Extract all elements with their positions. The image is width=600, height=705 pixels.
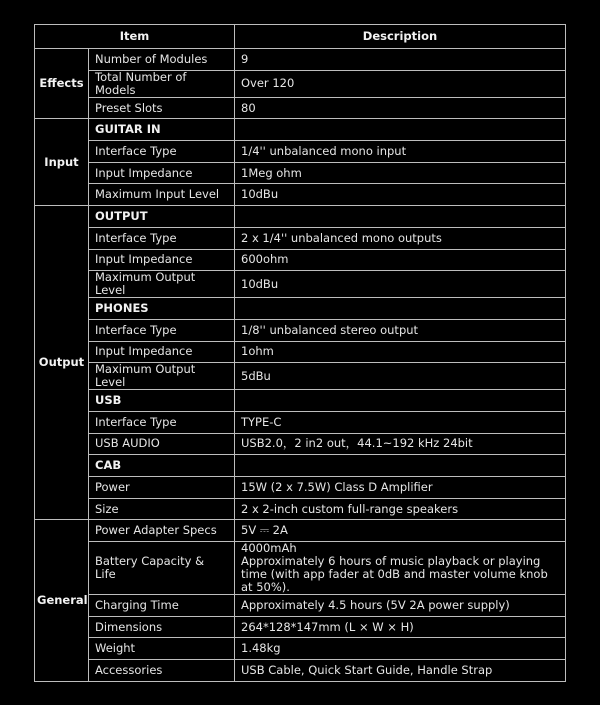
table-row [35, 319, 566, 341]
spec-value [235, 119, 566, 141]
spec-value: 80 [235, 97, 566, 119]
spec-value: 2 x 2-inch custom full-range speakers [235, 498, 566, 520]
spec-value [235, 455, 566, 477]
table-row [35, 595, 566, 617]
spec-label: Power Adapter Specs [89, 520, 235, 542]
group-label: Effects [35, 49, 89, 119]
spec-value: 1.48kg [235, 638, 566, 660]
spec-value [235, 206, 566, 228]
table-row [35, 141, 566, 163]
spec-label: Power [89, 477, 235, 499]
spec-value: Over 120 [235, 70, 566, 97]
spec-label: Input Impedance [89, 341, 235, 363]
spec-value: 1/8'' unbalanced stereo output [235, 319, 566, 341]
spec-value: 4000mAh Approximately 6 hours of music playback or playing time (with app fader at 0dB and master volume knob at 50%). [235, 542, 566, 595]
spec-label: Input Impedance [89, 162, 235, 184]
spec-value [235, 390, 566, 412]
table-row [35, 542, 566, 595]
spec-value: 264*128*147mm (L × W × H) [235, 616, 566, 638]
table-row [35, 97, 566, 119]
spec-value: 1ohm [235, 341, 566, 363]
description-header: Description [235, 25, 566, 49]
spec-value: USB2.0，2 in2 out，44.1~192 kHz 24bit [235, 433, 566, 455]
table-row [35, 433, 566, 455]
spec-label: Interface Type [89, 411, 235, 433]
table-row [35, 520, 566, 542]
table-row [35, 498, 566, 520]
spec-label: Interface Type [89, 227, 235, 249]
spec-value: 5V ⎓ 2A [235, 520, 566, 542]
table-row [35, 227, 566, 249]
spec-label: Charging Time [89, 595, 235, 617]
spec-label: Total Number of Models [89, 70, 235, 97]
subsection-label: GUITAR IN [89, 119, 235, 141]
spec-label: Input Impedance [89, 249, 235, 271]
spec-label: Size [89, 498, 235, 520]
spec-value: 2 x 1/4'' unbalanced mono outputs [235, 227, 566, 249]
spec-label: Interface Type [89, 319, 235, 341]
table-row [35, 390, 566, 412]
table-row [35, 49, 566, 71]
spec-label: Maximum Output Level [89, 271, 235, 298]
group-label: Input [35, 119, 89, 206]
table-row [35, 411, 566, 433]
table-row [35, 249, 566, 271]
spec-body [35, 49, 566, 682]
spec-label: Maximum Input Level [89, 184, 235, 206]
spec-label: Interface Type [89, 141, 235, 163]
subsection-label: OUTPUT [89, 206, 235, 228]
spec-label: Number of Modules [89, 49, 235, 71]
spec-value: 9 [235, 49, 566, 71]
group-label: Output [35, 206, 89, 520]
table-row [35, 477, 566, 499]
spec-value: Approximately 4.5 hours (5V 2A power supply) [235, 595, 566, 617]
subsection-label: PHONES [89, 298, 235, 320]
spec-value: 1/4'' unbalanced mono input [235, 141, 566, 163]
subsection-label: CAB [89, 455, 235, 477]
group-label: General [35, 520, 89, 681]
spec-label: Dimensions [89, 616, 235, 638]
table-row [35, 616, 566, 638]
table-row [35, 660, 566, 682]
table-row [35, 119, 566, 141]
table-row [35, 271, 566, 298]
spec-value: 15W (2 x 7.5W) Class D Amplifier [235, 477, 566, 499]
table-row [35, 363, 566, 390]
table-row [35, 455, 566, 477]
table-row [35, 298, 566, 320]
table-row [35, 638, 566, 660]
item-header: Item [35, 25, 235, 49]
spec-value: 1Meg ohm [235, 162, 566, 184]
table-row [35, 184, 566, 206]
table-row [35, 206, 566, 228]
spec-value: USB Cable, Quick Start Guide, Handle Strap [235, 660, 566, 682]
spec-label: Preset Slots [89, 97, 235, 119]
spec-label: Maximum Output Level [89, 363, 235, 390]
table-row [35, 70, 566, 97]
spec-value: 10dBu [235, 184, 566, 206]
spec-value: 600ohm [235, 249, 566, 271]
spec-table [34, 24, 566, 682]
spec-label: Weight [89, 638, 235, 660]
spec-label: USB AUDIO [89, 433, 235, 455]
spec-value: 5dBu [235, 363, 566, 390]
table-row [35, 162, 566, 184]
spec-label: Accessories [89, 660, 235, 682]
spec-label: Battery Capacity & Life [89, 542, 235, 595]
table-row [35, 341, 566, 363]
spec-value: TYPE-C [235, 411, 566, 433]
spec-value: 10dBu [235, 271, 566, 298]
table-header-row [35, 25, 566, 49]
subsection-label: USB [89, 390, 235, 412]
spec-value [235, 298, 566, 320]
